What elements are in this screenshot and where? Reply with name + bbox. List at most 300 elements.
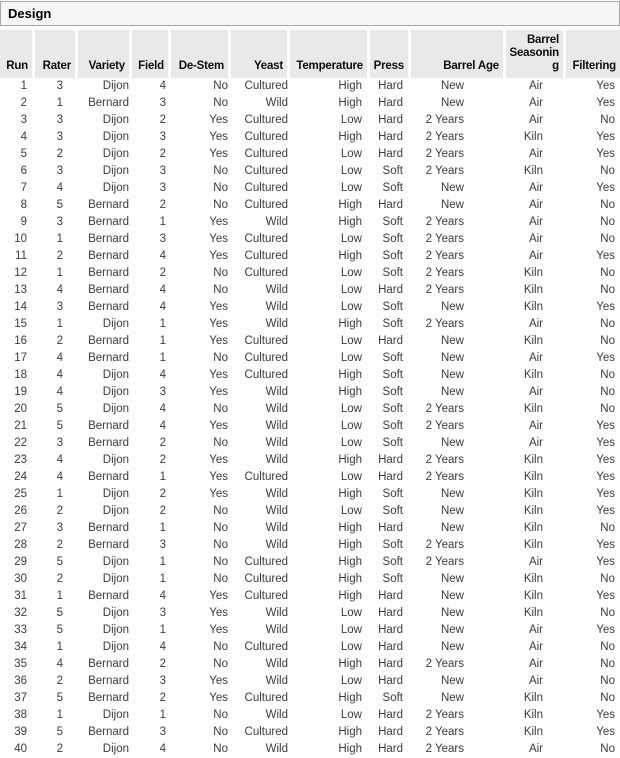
table-row	[0, 401, 620, 418]
cell-variety: Dijon	[102, 573, 129, 585]
cell-de-stem: No	[213, 641, 228, 653]
cell-rater: 4	[56, 658, 63, 670]
cell-rater: 3	[56, 301, 63, 313]
cell-de-stem: Yes	[209, 454, 228, 466]
cell-barrel-seasoning: Air	[528, 318, 543, 330]
cell-field: 4	[159, 590, 166, 602]
cell-de-stem: Yes	[209, 250, 228, 262]
cell-temperature: High	[338, 522, 362, 534]
cell-de-stem: No	[213, 165, 228, 177]
cell-variety: Bernard	[88, 539, 129, 551]
cell-field: 3	[159, 539, 166, 551]
cell-rater: 2	[56, 573, 63, 585]
cell-barrel-age: 2 Years	[425, 709, 464, 721]
cell-filtering: Yes	[596, 420, 615, 432]
cell-temperature: Low	[340, 182, 362, 194]
table-row	[0, 656, 620, 673]
cell-yeast: Cultured	[244, 148, 288, 160]
cell-rater: 5	[56, 199, 63, 211]
cell-filtering: No	[600, 284, 615, 296]
cell-filtering: No	[600, 573, 615, 585]
cell-field: 1	[159, 335, 166, 347]
cell-press: Soft	[382, 352, 403, 364]
cell-yeast: Wild	[265, 675, 288, 687]
cell-barrel-seasoning: Kiln	[523, 301, 543, 313]
table-row	[0, 95, 620, 112]
cell-barrel-age: 2 Years	[425, 454, 464, 466]
cell-barrel-seasoning: Air	[528, 658, 543, 670]
cell-run: 27	[14, 522, 27, 534]
cell-barrel-seasoning: Air	[528, 386, 543, 398]
cell-run: 6	[20, 165, 27, 177]
cell-variety: Bernard	[88, 335, 129, 347]
cell-de-stem: Yes	[209, 216, 228, 228]
table-row	[0, 282, 620, 299]
cell-barrel-age: 2 Years	[425, 216, 464, 228]
cell-barrel-seasoning: Air	[528, 352, 543, 364]
table-row	[0, 316, 620, 333]
cell-temperature: Low	[340, 267, 362, 279]
cell-barrel-age: New	[440, 199, 464, 211]
cell-barrel-seasoning: Kiln	[523, 471, 543, 483]
cell-field: 2	[159, 114, 166, 126]
cell-de-stem: No	[213, 403, 228, 415]
cell-variety: Bernard	[88, 250, 129, 262]
cell-barrel-seasoning: Air	[528, 556, 543, 568]
cell-variety: Bernard	[88, 267, 129, 279]
table-row	[0, 214, 620, 231]
cell-run: 1	[20, 80, 27, 92]
cell-rater: 2	[56, 539, 63, 551]
cell-barrel-age: New	[440, 80, 464, 92]
cell-field: 4	[159, 641, 166, 653]
cell-rater: 3	[56, 437, 63, 449]
cell-yeast: Cultured	[244, 369, 288, 381]
cell-barrel-seasoning: Air	[528, 97, 543, 109]
table-row	[0, 588, 620, 605]
cell-temperature: Low	[340, 420, 362, 432]
cell-de-stem: Yes	[209, 420, 228, 432]
cell-run: 16	[14, 335, 27, 347]
cell-yeast: Cultured	[244, 250, 288, 262]
cell-variety: Dijon	[102, 165, 129, 177]
cell-rater: 2	[56, 505, 63, 517]
cell-run: 33	[14, 624, 27, 636]
cell-variety: Bernard	[88, 726, 129, 738]
cell-temperature: High	[338, 539, 362, 551]
table-row	[0, 367, 620, 384]
cell-rater: 2	[56, 250, 63, 262]
cell-barrel-seasoning: Kiln	[523, 267, 543, 279]
cell-barrel-age: 2 Years	[425, 165, 464, 177]
cell-press: Soft	[382, 233, 403, 245]
cell-field: 1	[159, 352, 166, 364]
cell-press: Soft	[382, 420, 403, 432]
table-row	[0, 435, 620, 452]
cell-rater: 5	[56, 692, 63, 704]
cell-de-stem: Yes	[209, 675, 228, 687]
cell-barrel-seasoning: Air	[528, 80, 543, 92]
cell-variety: Dijon	[102, 556, 129, 568]
cell-run: 11	[15, 250, 27, 262]
table-row	[0, 554, 620, 571]
table-row	[0, 333, 620, 350]
cell-press: Hard	[378, 471, 403, 483]
cell-yeast: Wild	[265, 454, 288, 466]
cell-temperature: High	[338, 454, 362, 466]
cell-run: 35	[14, 658, 27, 670]
cell-de-stem: Yes	[209, 369, 228, 381]
cell-de-stem: Yes	[209, 488, 228, 500]
cell-de-stem: Yes	[209, 471, 228, 483]
cell-de-stem: Yes	[209, 148, 228, 160]
cell-temperature: High	[338, 726, 362, 738]
cell-yeast: Cultured	[244, 726, 288, 738]
cell-variety: Dijon	[102, 369, 129, 381]
cell-barrel-age: New	[440, 335, 464, 347]
cell-yeast: Cultured	[244, 471, 288, 483]
cell-field: 4	[159, 369, 166, 381]
cell-press: Hard	[378, 590, 403, 602]
cell-run: 4	[20, 131, 27, 143]
cell-rater: 2	[56, 148, 63, 160]
cell-filtering: Yes	[596, 250, 615, 262]
cell-barrel-seasoning: Air	[528, 250, 543, 262]
cell-variety: Dijon	[102, 641, 129, 653]
table-row	[0, 741, 620, 758]
cell-run: 40	[14, 743, 27, 755]
cell-field: 1	[159, 709, 166, 721]
cell-field: 2	[159, 437, 166, 449]
cell-barrel-age: New	[440, 692, 464, 704]
cell-barrel-age: 2 Years	[425, 743, 464, 755]
cell-yeast: Wild	[265, 318, 288, 330]
cell-press: Soft	[382, 267, 403, 279]
cell-temperature: Low	[340, 352, 362, 364]
cell-temperature: High	[338, 573, 362, 585]
cell-temperature: Low	[340, 165, 362, 177]
cell-press: Hard	[378, 709, 403, 721]
cell-temperature: High	[338, 250, 362, 262]
cell-variety: Bernard	[88, 301, 129, 313]
cell-yeast: Wild	[265, 539, 288, 551]
cell-run: 5	[20, 148, 27, 160]
table-row	[0, 197, 620, 214]
cell-rater: 5	[56, 403, 63, 415]
cell-yeast: Cultured	[244, 590, 288, 602]
cell-press: Hard	[378, 131, 403, 143]
cell-de-stem: No	[213, 182, 228, 194]
cell-barrel-seasoning: Kiln	[523, 454, 543, 466]
cell-filtering: No	[600, 199, 615, 211]
cell-run: 29	[14, 556, 27, 568]
cell-barrel-seasoning: Air	[528, 641, 543, 653]
cell-press: Soft	[382, 539, 403, 551]
cell-de-stem: No	[213, 199, 228, 211]
cell-filtering: Yes	[596, 97, 615, 109]
table-row	[0, 384, 620, 401]
table-row	[0, 350, 620, 367]
cell-run: 24	[14, 471, 27, 483]
table-row	[0, 571, 620, 588]
cell-temperature: High	[338, 199, 362, 211]
cell-rater: 4	[56, 471, 63, 483]
column-header-press: Press	[370, 30, 411, 78]
cell-rater: 3	[56, 114, 63, 126]
cell-press: Soft	[382, 403, 403, 415]
cell-press: Soft	[382, 165, 403, 177]
table-row	[0, 129, 620, 146]
cell-field: 4	[159, 301, 166, 313]
cell-filtering: No	[600, 386, 615, 398]
cell-field: 3	[159, 182, 166, 194]
cell-field: 1	[159, 522, 166, 534]
cell-yeast: Cultured	[244, 199, 288, 211]
cell-temperature: High	[338, 556, 362, 568]
cell-temperature: High	[338, 216, 362, 228]
cell-barrel-seasoning: Kiln	[523, 369, 543, 381]
cell-barrel-age: 2 Years	[425, 539, 464, 551]
cell-de-stem: No	[213, 726, 228, 738]
cell-yeast: Wild	[265, 386, 288, 398]
cell-field: 4	[159, 284, 166, 296]
cell-yeast: Cultured	[244, 131, 288, 143]
cell-rater: 1	[56, 233, 63, 245]
cell-filtering: No	[600, 233, 615, 245]
cell-barrel-seasoning: Air	[528, 624, 543, 636]
cell-rater: 5	[56, 624, 63, 636]
table-row	[0, 78, 620, 95]
cell-barrel-seasoning: Air	[528, 182, 543, 194]
cell-field: 2	[159, 267, 166, 279]
cell-press: Soft	[382, 505, 403, 517]
cell-barrel-age: 2 Years	[425, 471, 464, 483]
cell-yeast: Wild	[265, 437, 288, 449]
cell-rater: 1	[56, 590, 63, 602]
cell-filtering: No	[600, 369, 615, 381]
cell-filtering: Yes	[596, 488, 615, 500]
cell-variety: Dijon	[102, 114, 129, 126]
cell-de-stem: Yes	[209, 590, 228, 602]
cell-de-stem: Yes	[209, 607, 228, 619]
cell-variety: Dijon	[102, 743, 129, 755]
table-row	[0, 469, 620, 486]
cell-temperature: Low	[340, 114, 362, 126]
cell-field: 4	[159, 80, 166, 92]
cell-de-stem: No	[213, 573, 228, 585]
table-row	[0, 605, 620, 622]
cell-yeast: Wild	[265, 709, 288, 721]
cell-run: 34	[14, 641, 27, 653]
cell-field: 2	[159, 658, 166, 670]
cell-field: 1	[159, 624, 166, 636]
cell-de-stem: No	[213, 97, 228, 109]
cell-barrel-age: 2 Years	[425, 250, 464, 262]
cell-field: 1	[159, 556, 166, 568]
cell-variety: Bernard	[88, 658, 129, 670]
table-row	[0, 180, 620, 197]
cell-variety: Dijon	[102, 131, 129, 143]
cell-field: 3	[159, 165, 166, 177]
cell-de-stem: No	[213, 522, 228, 534]
cell-de-stem: Yes	[209, 386, 228, 398]
cell-press: Hard	[378, 641, 403, 653]
cell-filtering: Yes	[596, 539, 615, 551]
cell-press: Hard	[378, 454, 403, 466]
cell-rater: 5	[56, 420, 63, 432]
cell-press: Hard	[378, 624, 403, 636]
cell-press: Soft	[382, 386, 403, 398]
cell-barrel-age: New	[440, 369, 464, 381]
cell-press: Hard	[378, 743, 403, 755]
cell-variety: Bernard	[88, 471, 129, 483]
cell-temperature: Low	[340, 675, 362, 687]
cell-temperature: High	[338, 488, 362, 500]
cell-variety: Bernard	[88, 284, 129, 296]
cell-yeast: Cultured	[244, 267, 288, 279]
cell-barrel-seasoning: Air	[528, 743, 543, 755]
cell-rater: 4	[56, 454, 63, 466]
cell-rater: 4	[56, 352, 63, 364]
cell-yeast: Wild	[265, 743, 288, 755]
table-row	[0, 146, 620, 163]
cell-yeast: Cultured	[244, 80, 288, 92]
table-row	[0, 486, 620, 503]
cell-yeast: Cultured	[244, 335, 288, 347]
cell-de-stem: Yes	[209, 624, 228, 636]
cell-field: 1	[159, 216, 166, 228]
cell-barrel-seasoning: Air	[528, 420, 543, 432]
cell-yeast: Wild	[265, 624, 288, 636]
cell-temperature: High	[338, 80, 362, 92]
cell-rater: 2	[56, 675, 63, 687]
cell-barrel-age: New	[440, 573, 464, 585]
cell-press: Soft	[382, 573, 403, 585]
cell-barrel-seasoning: Kiln	[523, 403, 543, 415]
cell-temperature: High	[338, 590, 362, 602]
cell-run: 32	[14, 607, 27, 619]
cell-barrel-seasoning: Kiln	[523, 522, 543, 534]
cell-de-stem: Yes	[209, 131, 228, 143]
cell-run: 23	[14, 454, 27, 466]
cell-filtering: Yes	[596, 182, 615, 194]
cell-yeast: Wild	[265, 505, 288, 517]
cell-field: 3	[159, 233, 166, 245]
cell-press: Hard	[378, 335, 403, 347]
cell-field: 2	[159, 692, 166, 704]
table-row	[0, 520, 620, 537]
table-header-row	[0, 30, 620, 78]
column-header-de-stem: De-Stem	[171, 30, 231, 78]
cell-filtering: Yes	[596, 709, 615, 721]
table-row	[0, 265, 620, 282]
cell-yeast: Wild	[265, 216, 288, 228]
cell-barrel-seasoning: Air	[528, 675, 543, 687]
table-row	[0, 690, 620, 707]
cell-barrel-seasoning: Kiln	[523, 573, 543, 585]
cell-yeast: Cultured	[244, 352, 288, 364]
cell-rater: 1	[56, 641, 63, 653]
cell-press: Soft	[382, 488, 403, 500]
cell-rater: 5	[56, 556, 63, 568]
cell-rater: 4	[56, 386, 63, 398]
cell-barrel-age: New	[440, 607, 464, 619]
column-header-yeast: Yeast	[231, 30, 290, 78]
cell-temperature: Low	[340, 233, 362, 245]
cell-barrel-seasoning: Air	[528, 114, 543, 126]
cell-filtering: No	[600, 318, 615, 330]
column-header-variety: Variety	[78, 30, 132, 78]
cell-run: 3	[20, 114, 27, 126]
cell-press: Hard	[378, 658, 403, 670]
cell-temperature: Low	[340, 148, 362, 160]
cell-barrel-age: New	[440, 386, 464, 398]
cell-de-stem: Yes	[209, 335, 228, 347]
cell-de-stem: Yes	[209, 233, 228, 245]
cell-press: Soft	[382, 216, 403, 228]
cell-barrel-age: New	[440, 488, 464, 500]
cell-barrel-age: 2 Years	[425, 726, 464, 738]
cell-run: 18	[14, 369, 27, 381]
cell-barrel-age: New	[440, 675, 464, 687]
cell-yeast: Cultured	[244, 573, 288, 585]
cell-rater: 1	[56, 488, 63, 500]
cell-barrel-seasoning: Kiln	[523, 284, 543, 296]
cell-run: 22	[14, 437, 27, 449]
cell-press: Hard	[378, 148, 403, 160]
table-row	[0, 639, 620, 656]
cell-press: Soft	[382, 250, 403, 262]
cell-run: 12	[14, 267, 27, 279]
column-header-run: Run	[0, 30, 35, 78]
cell-barrel-seasoning: Air	[528, 216, 543, 228]
cell-run: 38	[14, 709, 27, 721]
cell-variety: Bernard	[88, 522, 129, 534]
cell-temperature: Low	[340, 624, 362, 636]
column-header-field: Field	[132, 30, 171, 78]
cell-filtering: No	[600, 641, 615, 653]
cell-press: Soft	[382, 318, 403, 330]
cell-field: 4	[159, 420, 166, 432]
cell-filtering: No	[600, 335, 615, 347]
cell-variety: Dijon	[102, 318, 129, 330]
cell-barrel-seasoning: Kiln	[523, 607, 543, 619]
cell-barrel-age: New	[440, 624, 464, 636]
cell-variety: Bernard	[88, 199, 129, 211]
cell-variety: Bernard	[88, 675, 129, 687]
cell-run: 8	[20, 199, 27, 211]
cell-run: 20	[14, 403, 27, 415]
cell-filtering: Yes	[596, 505, 615, 517]
cell-barrel-seasoning: Kiln	[523, 505, 543, 517]
cell-barrel-age: 2 Years	[425, 148, 464, 160]
cell-yeast: Wild	[265, 403, 288, 415]
cell-run: 13	[14, 284, 27, 296]
cell-barrel-age: New	[440, 437, 464, 449]
cell-de-stem: No	[213, 505, 228, 517]
cell-filtering: No	[600, 114, 615, 126]
cell-barrel-seasoning: Kiln	[523, 165, 543, 177]
cell-yeast: Cultured	[244, 556, 288, 568]
cell-yeast: Cultured	[244, 182, 288, 194]
panel-title-bar[interactable]	[0, 1, 620, 26]
cell-barrel-age: New	[440, 301, 464, 313]
panel-title: Design	[8, 6, 52, 21]
cell-field: 3	[159, 675, 166, 687]
cell-barrel-seasoning: Kiln	[523, 726, 543, 738]
cell-filtering: Yes	[596, 148, 615, 160]
cell-rater: 3	[56, 522, 63, 534]
